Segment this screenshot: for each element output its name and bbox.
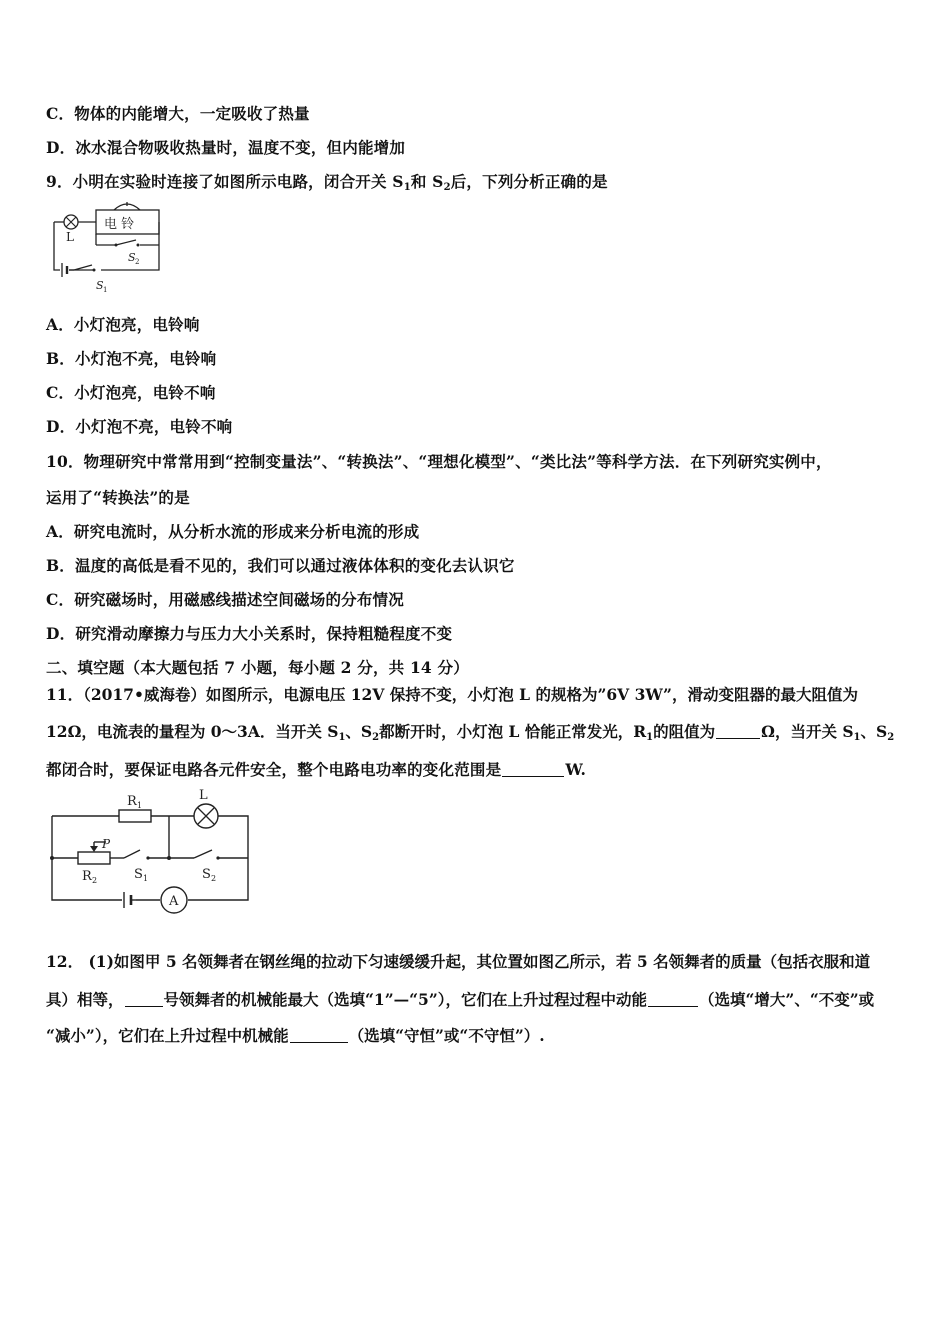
q12-answer-blank-2[interactable] (648, 992, 698, 1007)
q11-line2: 12Ω，电流表的量程为 0～3A．当开关 $S_1$、$S_2$都断开时，小灯泡 L 恰能正常发光，$R_1$的阻值为 Ω，当开关 $S_1$、$S_2$ (46, 722, 895, 743)
q11-slider-label: P (102, 837, 111, 851)
section-heading: 二、填空题（本大题包括 7 小题，每小题 2 分，共 14 分） (46, 658, 469, 677)
q11-s1-label: S (134, 867, 143, 882)
q12-line3: “减小”），它们在上升过程中机械能 （选填“守恒”或“不守恒”）. (46, 1026, 545, 1045)
q9-s1-sub: 1 (103, 286, 108, 294)
q11-r2-sub: 2 (92, 876, 98, 885)
q10-option-a: A．研究电流时，从分析水流的形成来分析电流的形成 (46, 522, 420, 541)
q9-bell-label: 电 铃 (104, 217, 135, 232)
q12-answer-blank-3[interactable] (290, 1028, 348, 1043)
q11-answer-blank-1[interactable] (716, 724, 760, 739)
q9-circuit-diagram (44, 200, 174, 300)
q11-s2-sub: 2 (211, 874, 217, 883)
q9-option-c: C．小灯泡亮，电铃不响 (46, 383, 216, 402)
q12-line2: 具）相等， 号领舞者的机械能最大（选填“1”—“5”），它们在上升过程过程中动能 （选填“增大”、“不变”或 (46, 990, 875, 1009)
q9-lamp-label: L (66, 230, 74, 244)
q12-line1: 12． (1)如图甲 5 名领舞者在钢丝绳的拉动下匀速缓缓升起，其位置如图乙所示，若 5 名领舞者的质量（包括衣服和道 (46, 952, 871, 971)
resistor-r1-symbol (119, 810, 151, 822)
q12-answer-blank-1[interactable] (125, 992, 163, 1007)
q11-lamp-label: L (199, 788, 208, 803)
q9-option-d: D．小灯泡不亮，电铃不响 (46, 417, 233, 436)
q9-s2-sub: 2 (135, 258, 140, 266)
q11-lamp-symbol (194, 804, 218, 828)
q11-line1: 11．（2017•威海卷）如图所示，电源电压 12V 保持不变，小灯泡 L 的规格为”6V 3W”，滑动变阻器的最大阻值为 (46, 685, 858, 704)
q11-s1-sub: 1 (143, 874, 149, 883)
q11-r2-label: R (82, 869, 92, 884)
q11-circuit-diagram (44, 788, 254, 920)
q11-battery-symbol (124, 892, 131, 908)
rheostat-r2-symbol (78, 852, 110, 864)
q9-stem: 9．小明在实验时连接了如图所示电路，闭合开关 $S_1$和 $S_2$后，下列分析正确的是 (46, 172, 608, 193)
q8-option-d: D．冰水混合物吸收热量时，温度不变，但内能增加 (46, 138, 406, 157)
q10-stem-line2: 运用了“转换法”的是 (46, 488, 190, 507)
lamp-symbol (64, 215, 78, 229)
q11-r1-label: R (127, 794, 137, 809)
q11-answer-blank-2[interactable] (502, 762, 564, 777)
q9-option-a: A．小灯泡亮，电铃响 (46, 315, 200, 334)
q11-r1-sub: 1 (137, 801, 143, 810)
q10-option-d: D．研究滑动摩擦力与压力大小关系时，保持粗糙程度不变 (46, 624, 453, 643)
q9-s1-label: S (96, 279, 104, 292)
q11-ammeter-label: A (169, 894, 179, 909)
q9-option-b: B．小灯泡不亮，电铃响 (46, 349, 217, 368)
q8-option-c: C．物体的内能增大，一定吸收了热量 (46, 104, 310, 123)
q11-line3: 都闭合时，要保证电路各元件安全，整个电路电功率的变化范围是 W. (46, 760, 587, 779)
q10-option-c: C．研究磁场时，用磁感线描述空间磁场的分布情况 (46, 590, 404, 609)
q10-stem-line1: 10．物理研究中常常用到“控制变量法”、“转换法”、“理想化模型”、“类比法”等科学方法．在下列研究实例中， (46, 452, 832, 471)
q11-s2-label: S (202, 867, 211, 882)
battery-symbol (62, 263, 67, 277)
q10-option-b: B．温度的高低是看不见的，我们可以通过液体体积的变化去认识它 (46, 556, 515, 575)
q9-s2-label: S (128, 251, 136, 264)
